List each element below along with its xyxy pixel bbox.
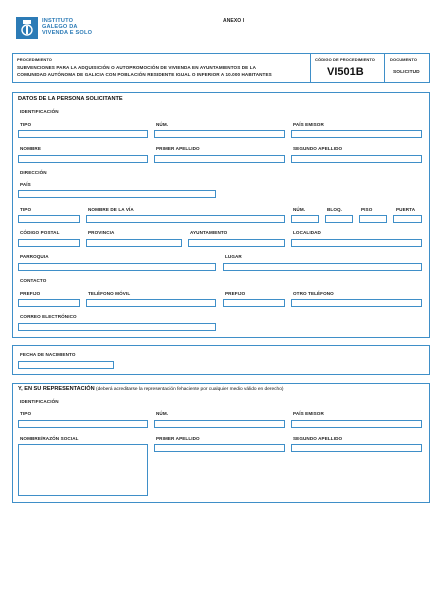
fecha-nacimiento-field[interactable]: [18, 361, 114, 369]
pais-emisor-field[interactable]: [291, 130, 422, 138]
birth-section: [12, 345, 430, 375]
lugar-field[interactable]: [223, 263, 422, 271]
prefijo-1-label: PREFIJO: [20, 291, 41, 296]
identification-label: IDENTIFICACIÓN: [20, 109, 59, 114]
bloq-label: BLOQ.: [327, 207, 343, 212]
correo-field[interactable]: [18, 323, 216, 331]
puerta-field[interactable]: [393, 215, 422, 223]
nombre-via-label: NOMBRE DE LA VÍA: [88, 207, 134, 212]
segundo-apellido-label: SEGUNDO APELLIDO: [293, 146, 343, 151]
prefijo-2-label: PREFIJO: [225, 291, 246, 296]
rep-pais-emisor-label: PAÍS EMISOR: [293, 411, 324, 416]
tipo-via-label: TIPO: [20, 207, 32, 212]
rep-primer-apellido-label: PRIMER APELLIDO: [156, 436, 200, 441]
prefijo-1-field[interactable]: [18, 299, 80, 307]
rep-identification-label: IDENTIFICACIÓN: [20, 399, 59, 404]
ayuntamiento-label: AYUNTAMIENTO: [190, 230, 228, 235]
correo-label: CORREO ELECTRÓNICO: [20, 314, 77, 319]
otro-telefono-field[interactable]: [291, 299, 422, 307]
tipo-field[interactable]: [18, 130, 148, 138]
lugar-label: LUGAR: [225, 254, 242, 259]
pais-emisor-label: PAÍS EMISOR: [293, 122, 324, 127]
rep-num-label: NÚM.: [156, 411, 169, 416]
rep-pais-emisor-field[interactable]: [291, 420, 422, 428]
primer-apellido-label: PRIMER APELLIDO: [156, 146, 200, 151]
contacto-label: CONTACTO: [20, 278, 47, 283]
rep-nombre-field[interactable]: [18, 444, 148, 496]
piso-field[interactable]: [359, 215, 387, 223]
rep-primer-apellido-field[interactable]: [154, 444, 285, 452]
parroquia-field[interactable]: [18, 263, 216, 271]
provincia-label: PROVINCIA: [88, 230, 115, 235]
otro-telefono-label: OTRO TELÉFONO: [293, 291, 334, 296]
ayuntamiento-field[interactable]: [188, 239, 285, 247]
direccion-label: DIRECCIÓN: [20, 170, 47, 175]
applicant-title: DATOS DE LA PERSONA SOLICITANTE: [18, 96, 123, 102]
representative-title-note: (deberá acreditarse la representación fehaciente por cualquier medio válido en derecho): [94, 387, 284, 392]
provincia-field[interactable]: [86, 239, 182, 247]
procedure-divider-1: [310, 53, 311, 83]
rep-nombre-label: NOMBRE/RAZÓN SOCIAL: [20, 436, 79, 441]
nombre-label: NOMBRE: [20, 146, 42, 151]
telefono-movil-label: TELÉFONO MÓVIL: [88, 291, 131, 296]
tipo-label: TIPO: [20, 122, 32, 127]
procedure-code-label: CÓDIGO DE PROCEDIMIENTO: [315, 57, 376, 62]
annex-label: ANEXO I: [223, 18, 245, 24]
procedure-label: PROCEDIMIENTO: [17, 57, 53, 62]
pais-field[interactable]: [18, 190, 216, 198]
rep-tipo-label: TIPO: [20, 411, 32, 416]
procedure-title-2: COMUNIDAD AUTÓNOMA DE GALICIA CON POBLACIÓN RESIDENTE IGUAL O INFERIOR A 10.000 HABITANTES: [17, 72, 272, 77]
bloq-field[interactable]: [325, 215, 353, 223]
rep-segundo-apellido-field[interactable]: [291, 444, 422, 452]
telefono-movil-field[interactable]: [86, 299, 216, 307]
codigo-postal-label: CÓDIGO POSTAL: [20, 230, 60, 235]
localidad-label: LOCALIDAD: [293, 230, 321, 235]
procedure-divider-2: [384, 53, 385, 83]
prefijo-2-field[interactable]: [223, 299, 285, 307]
logo-line-2: GALEGO DA: [42, 24, 78, 31]
logo-line-3: VIVENDA E SOLO: [42, 30, 93, 37]
codigo-postal-field[interactable]: [18, 239, 80, 247]
pais-label: PAÍS: [20, 182, 31, 187]
parroquia-label: PARROQUIA: [20, 254, 49, 259]
localidad-field[interactable]: [291, 239, 422, 247]
fecha-nacimiento-label: FECHA DE NACIMIENTO: [20, 352, 76, 357]
num-via-field[interactable]: [291, 215, 319, 223]
piso-label: PISO: [361, 207, 373, 212]
puerta-label: PUERTA: [396, 207, 416, 212]
representative-title-main: Y, EN SU REPRESENTACIÓN: [18, 386, 95, 392]
procedure-code: VI501B: [327, 66, 364, 78]
logo: [16, 17, 136, 41]
representative-title: [18, 386, 283, 392]
rep-num-field[interactable]: [154, 420, 285, 428]
num-label: NÚM.: [156, 122, 169, 127]
nombre-field[interactable]: [18, 155, 148, 163]
num-field[interactable]: [154, 130, 285, 138]
nombre-via-field[interactable]: [86, 215, 285, 223]
procedure-title-1: SUBVENCIONES PARA LA ADQUISICIÓN O AUTOPROMOCIÓN DE VIVIENDA EN AYUNTAMIENTOS DE LA: [17, 65, 257, 70]
segundo-apellido-field[interactable]: [291, 155, 422, 163]
institution-emblem-icon: [16, 17, 38, 39]
logo-line-1: INSTITUTO: [42, 18, 74, 24]
primer-apellido-field[interactable]: [154, 155, 285, 163]
document-value: SOLICITUD: [393, 70, 420, 75]
document-label: DOCUMENTO: [390, 57, 418, 62]
rep-segundo-apellido-label: SEGUNDO APELLIDO: [293, 436, 343, 441]
num-via-label: NÚM.: [293, 207, 306, 212]
rep-tipo-field[interactable]: [18, 420, 148, 428]
tipo-via-field[interactable]: [18, 215, 80, 223]
